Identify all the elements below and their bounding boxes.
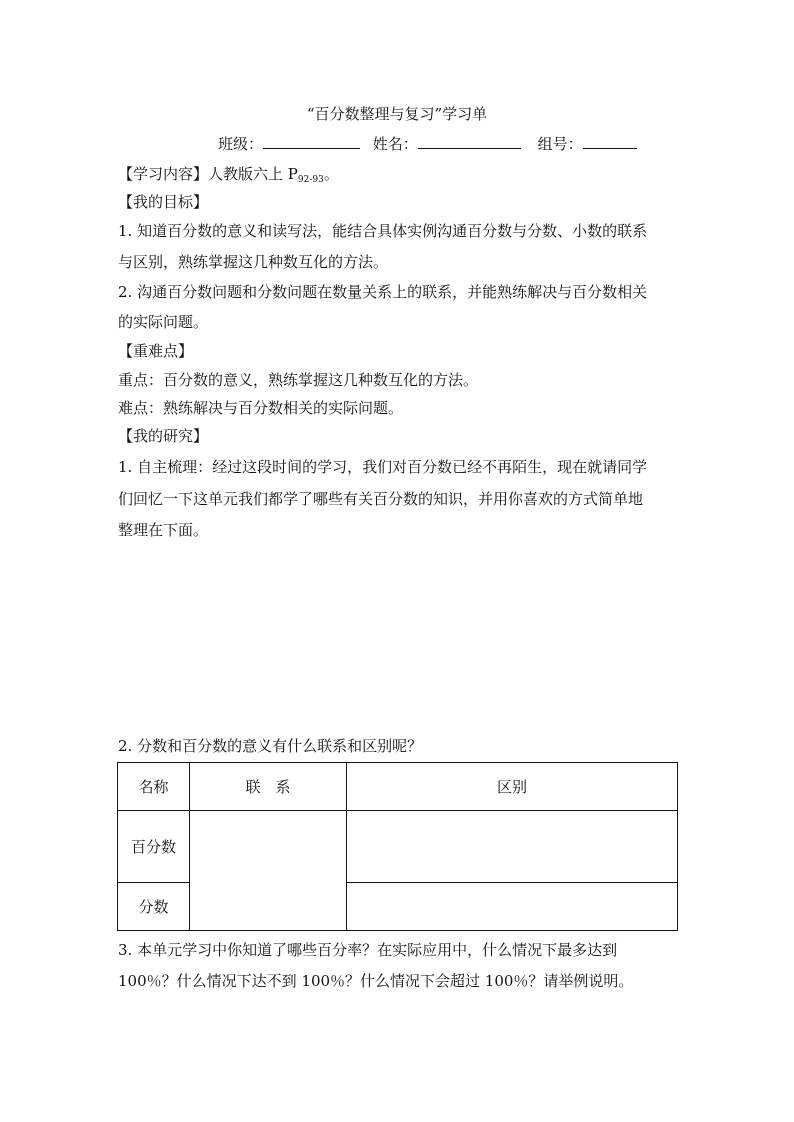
key-points-heading: 【重难点】 [118,342,194,360]
header-connection: 联 系 [190,763,347,811]
header-name: 名称 [118,763,190,811]
question-1-line-3: 整理在下面。 [118,521,209,539]
page-title: “百分数整理与复习”学习单 [306,105,488,123]
comparison-table [117,762,678,931]
question-1-line-2: 们回忆一下这单元我们都学了哪些有关百分数的知识，并用你喜欢的方式简单地 [118,490,644,508]
difficult-point: 难点：熟练解决与百分数相关的实际问题。 [118,399,404,417]
question-1-line-1: 1. 自主梳理：经过这段时间的学习，我们对百分数已经不再陌生，现在就请同学 [118,458,648,476]
question-3-line-1: 3. 本单元学习中你知道了哪些百分率？在实际应用中，什么情况下最多达到 [118,941,618,959]
goals-heading: 【我的目标】 [118,193,209,211]
group-label: 组号： [537,135,583,153]
question-2: 2. 分数和百分数的意义有什么联系和区别呢？ [118,737,423,755]
key-point: 重点：百分数的意义，熟练掌握这几种数互化的方法。 [118,371,479,389]
row-label-percent: 百分数 [118,811,190,883]
group-blank[interactable] [583,134,637,149]
class-blank[interactable] [263,134,360,149]
content-line [118,163,339,191]
table-row [118,811,678,883]
fraction-difference-cell[interactable] [347,883,678,931]
research-heading: 【我的研究】 [118,427,209,445]
goal-2-line-2: 的实际问题。 [118,313,209,331]
name-blank[interactable] [418,134,521,149]
question-3-line-2: 100％？什么情况下达不到 100％？什么情况下会超过 100％？请举例说明。 [118,972,634,990]
goal-2-line-1: 2. 沟通百分数问题和分数问题在数量关系上的联系，并能熟练解决与百分数相关 [118,283,648,301]
connection-cell[interactable] [190,811,347,931]
content-label: 【学习内容】人教版六上 P [118,165,298,183]
name-label: 姓名： [372,135,418,153]
table-header-row [118,763,678,811]
header-difference: 区别 [347,763,678,811]
goal-1-line-1: 1. 知道百分数的意义和读写法，能结合具体实例沟通百分数与分数、小数的联系 [118,222,648,240]
content-pages: 92-93 [297,175,324,185]
content-end: 。 [323,165,339,183]
student-info-row [218,133,637,155]
goal-1-line-2: 与区别，熟练掌握这几种数互化的方法。 [118,253,389,271]
class-label: 班级： [218,135,264,153]
percent-difference-cell[interactable] [347,811,678,883]
row-label-fraction: 分数 [118,883,190,931]
